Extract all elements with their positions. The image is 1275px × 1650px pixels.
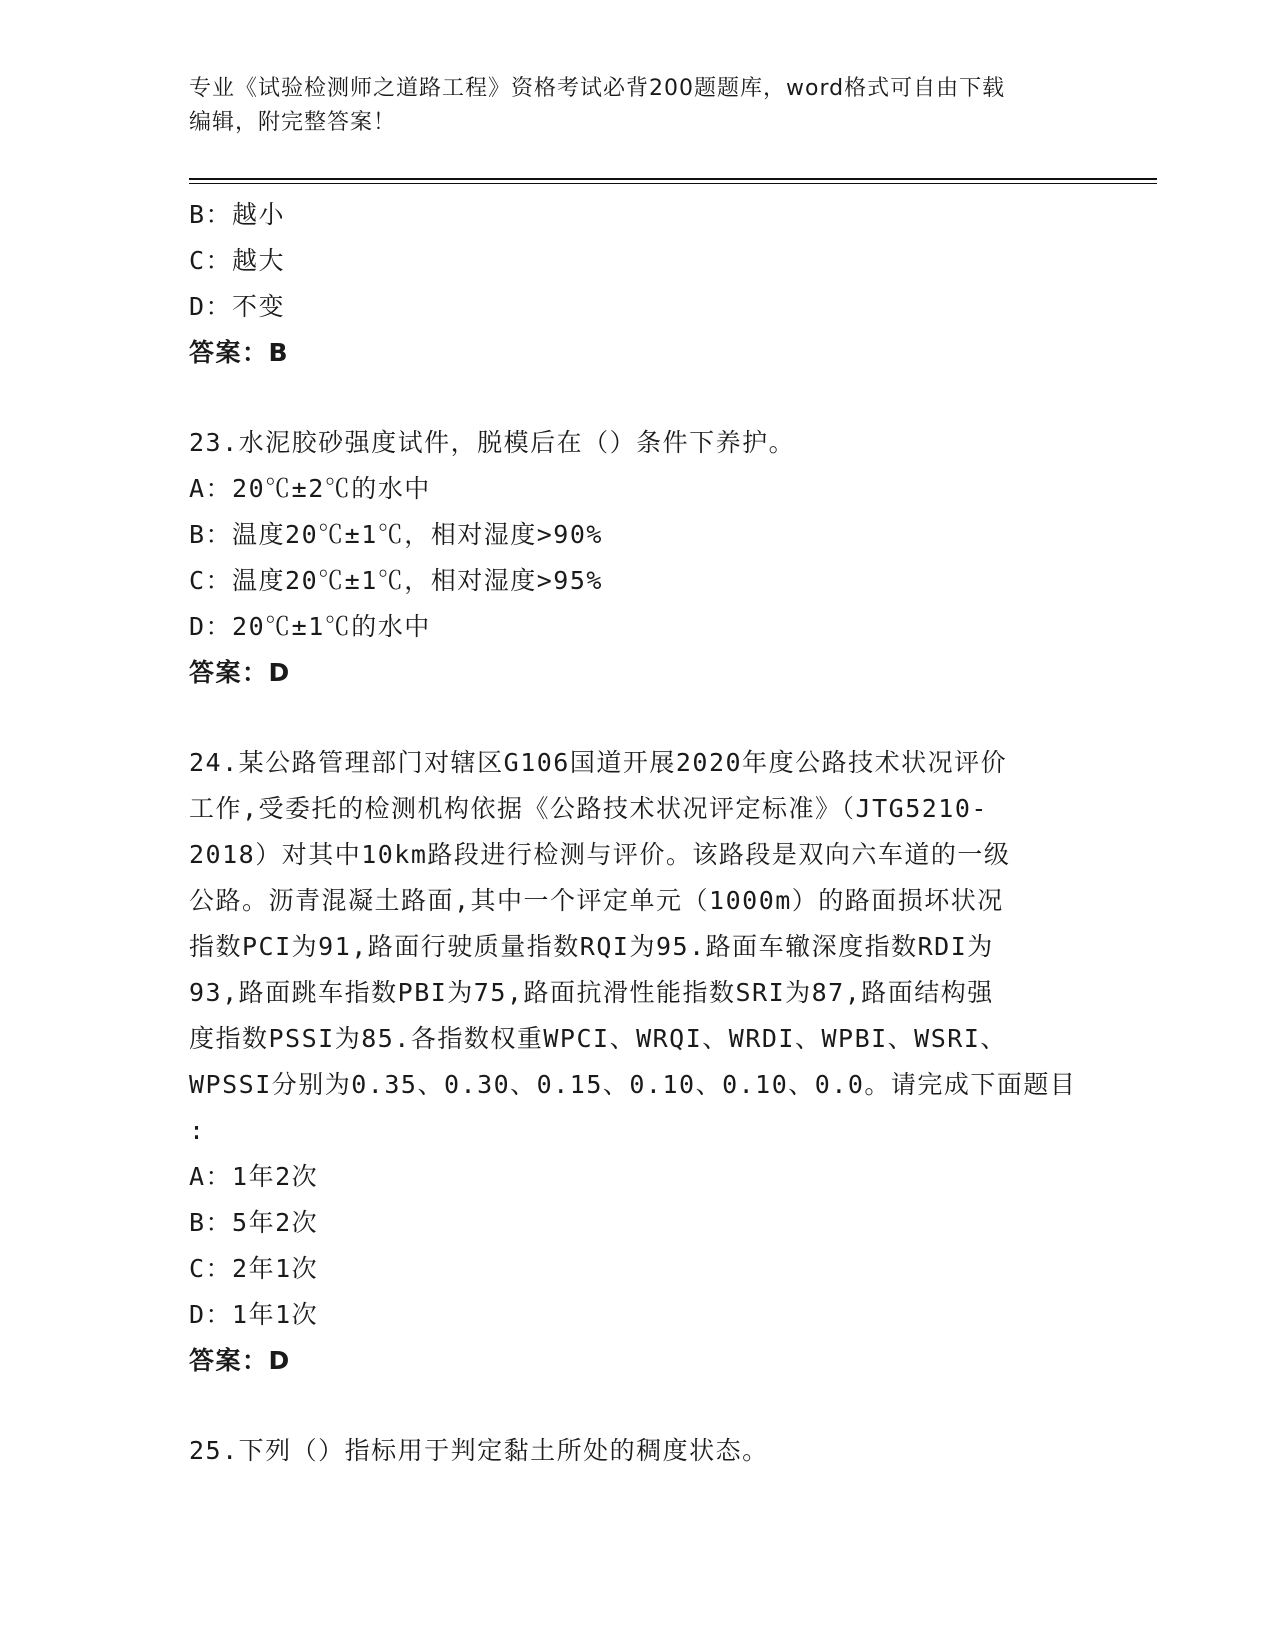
question-24: [189, 740, 1089, 1384]
header-title-line-1: 专业《试验检测师之道路工程》资格考试必背200题题库，word格式可自由下载: [189, 76, 1006, 101]
header-title-line-2: 编辑，附完整答案！: [189, 110, 397, 135]
question-stem-line: 度指数PSSI为85.各指数权重WPCI、WRQI、WRDI、WPBI、WSRI、: [189, 1024, 1007, 1053]
question-stem-line: :: [189, 1116, 206, 1145]
option-b: B：温度20℃±1℃，相对湿度>90%: [189, 520, 603, 549]
question-stem-line: 93,路面跳车指数PBI为75,路面抗滑性能指数SRI为87,路面结构强: [189, 978, 994, 1007]
option-d: D：不变: [189, 292, 286, 321]
option-c: C：2年1次: [189, 1254, 319, 1283]
question-23: [189, 420, 1089, 696]
option-c: C：温度20℃±1℃，相对湿度>95%: [189, 566, 603, 595]
question-stem-line: 24.某公路管理部门对辖区G106国道开展2020年度公路技术状况评价: [189, 748, 1008, 777]
question-stem: 25.下列（）指标用于判定黏土所处的稠度状态。: [189, 1436, 769, 1465]
question-stem-line: 指数PCI为91,路面行驶质量指数RQI为95.路面车辙深度指数RDI为: [189, 932, 994, 961]
option-b: B：越小: [189, 200, 286, 229]
question-stem-line: WPSSI分别为0.35、0.30、0.15、0.10、0.10、0.0。请完成下面题目: [189, 1070, 1077, 1099]
question-25: [189, 1428, 1089, 1474]
question-stem-line: 工作,受委托的检测机构依据《公路技术状况评定标准》（JTG5210-: [189, 794, 988, 823]
option-d: D：1年1次: [189, 1300, 319, 1329]
question-stem: 23.水泥胶砂强度试件，脱模后在（）条件下养护。: [189, 428, 796, 457]
option-c: C：越大: [189, 246, 286, 275]
answer-label: 答案：D: [189, 1346, 291, 1375]
question-list: [189, 192, 1089, 1474]
question-22-tail: [189, 192, 1089, 376]
question-stem-line: 2018）对其中10km路段进行检测与评价。该路段是双向六车道的一级: [189, 840, 1011, 869]
spacer: [189, 696, 1089, 740]
answer-label: 答案：B: [189, 338, 290, 367]
option-d: D：20℃±1℃的水中: [189, 612, 431, 641]
header-divider: [189, 178, 1157, 180]
answer-label: 答案：D: [189, 658, 291, 687]
page-header: [189, 72, 1089, 140]
option-a: A：20℃±2℃的水中: [189, 474, 431, 503]
question-stem-line: 公路。沥青混凝土路面,其中一个评定单元（1000m）的路面损坏状况: [189, 886, 1004, 915]
spacer: [189, 1384, 1089, 1428]
option-b: B：5年2次: [189, 1208, 319, 1237]
header-divider-thin: [189, 183, 1157, 184]
spacer: [189, 376, 1089, 420]
option-a: A：1年2次: [189, 1162, 319, 1191]
